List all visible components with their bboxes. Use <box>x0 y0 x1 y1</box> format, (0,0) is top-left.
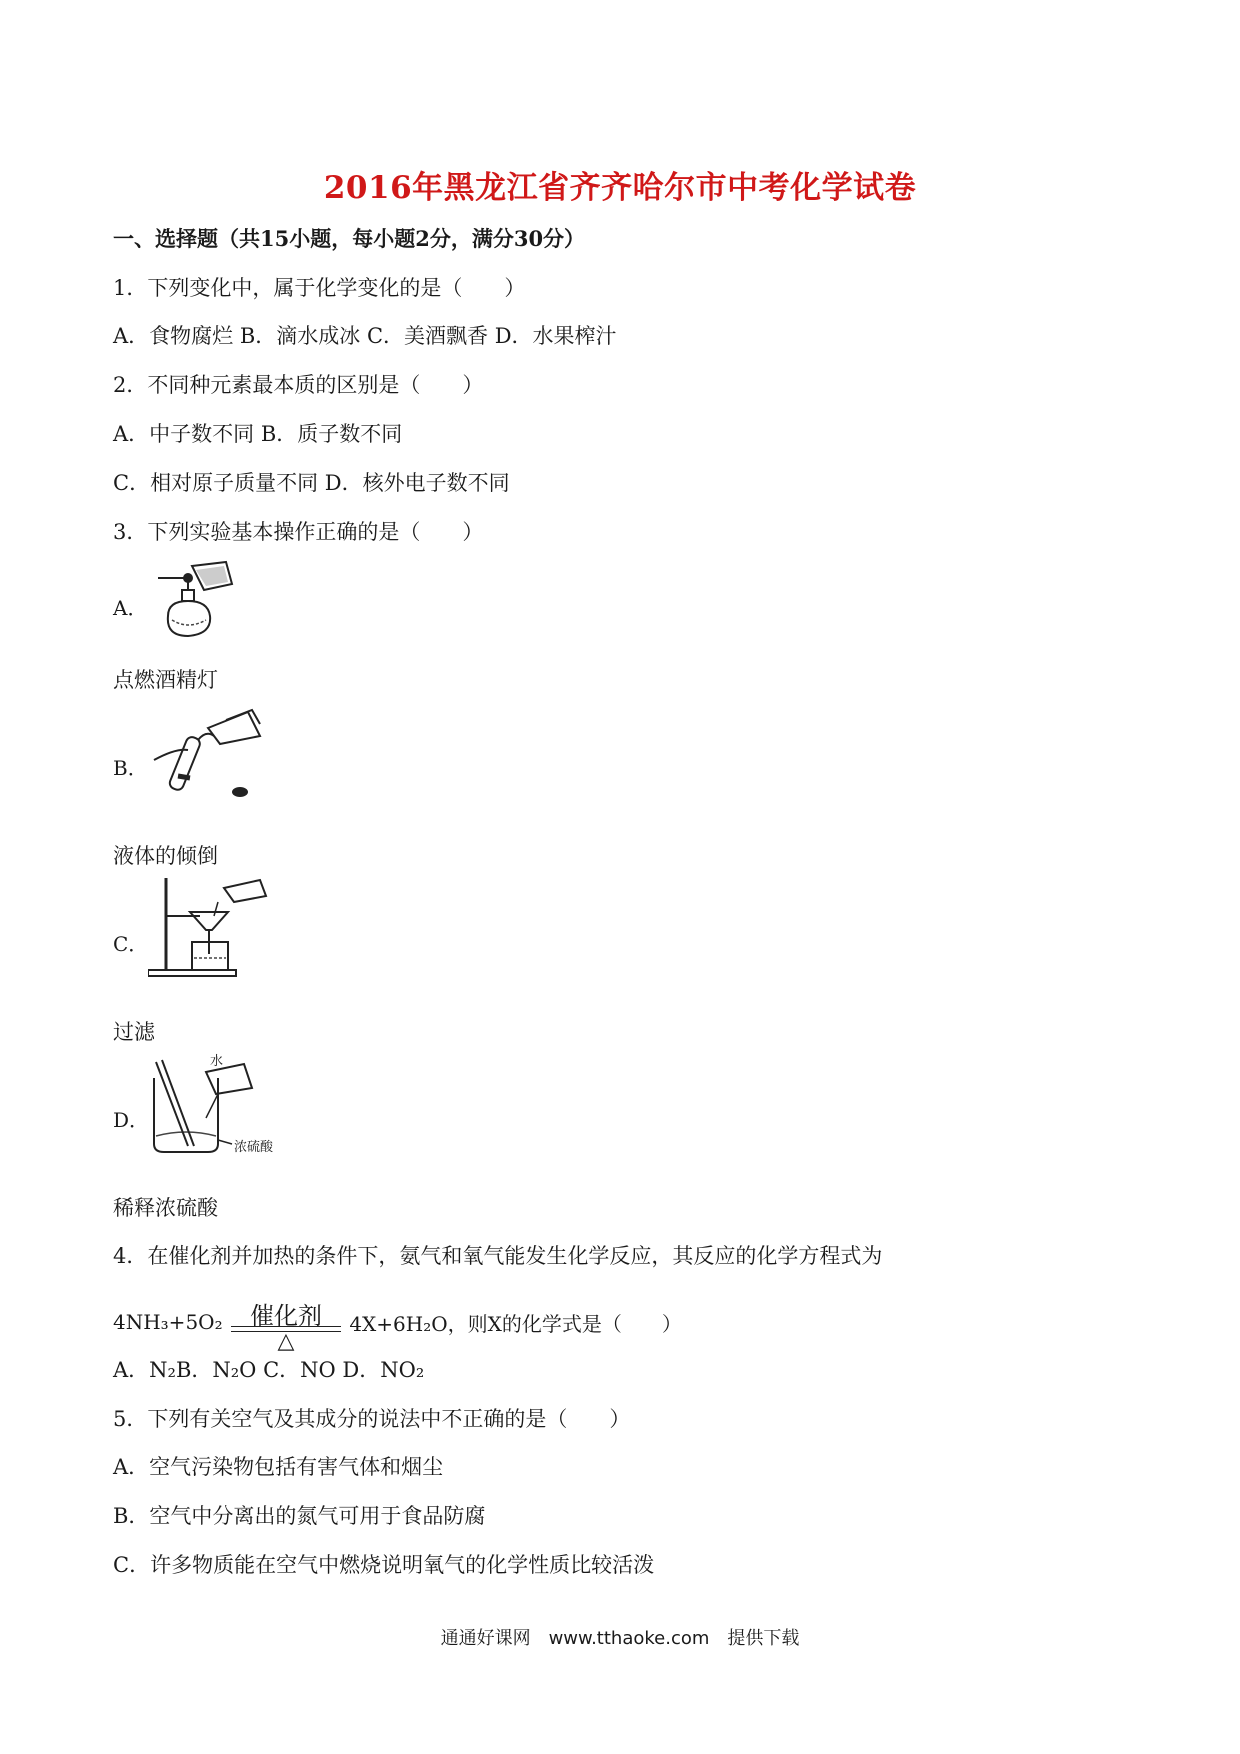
q4-eq-left: 4NH₃+5O₂ <box>113 1310 223 1334</box>
q2-stem: 2．不同种元素最本质的区别是（ ） <box>113 373 484 397</box>
water-label: 水 <box>210 1054 224 1069</box>
q4-equation <box>113 1296 682 1354</box>
q3-option-b-caption: 液体的倾倒 <box>113 844 218 868</box>
q5-option-b: B．空气中分离出的氮气可用于食品防腐 <box>113 1504 486 1528</box>
q3-option-c-caption: 过滤 <box>113 1020 155 1044</box>
q4-options: A．N₂B．N₂O C．NO D．NO₂ <box>113 1358 425 1382</box>
q4-stem: 4．在催化剂并加热的条件下，氨气和氧气能发生化学反应，其反应的化学方程式为 <box>113 1244 883 1268</box>
q2-options-line1: A．中子数不同 B．质子数不同 <box>113 422 403 446</box>
q2-options-line2: C．相对原子质量不同 D．核外电子数不同 <box>113 471 510 495</box>
filtration-figure <box>148 872 273 982</box>
footer-text: 通通好课网 www.tthaoke.com 提供下载 <box>440 1628 800 1649</box>
q3-option-c-label: C． <box>113 932 149 956</box>
q1-options: A．食物腐烂 B．滴水成冰 C．美酒飘香 D．水果榨汁 <box>113 324 617 348</box>
q5-option-a: A．空气污染物包括有害气体和烟尘 <box>113 1455 444 1479</box>
alcohol-lamp-figure <box>148 556 238 646</box>
q1-stem: 1．下列变化中，属于化学变化的是（ ） <box>113 276 526 300</box>
q4-eq-right: 4X+6H₂O，则X的化学式是（ ） <box>349 1311 682 1336</box>
q5-stem: 5．下列有关空气及其成分的说法中不正确的是（ ） <box>113 1407 631 1431</box>
q3-option-a-caption: 点燃酒精灯 <box>113 668 218 692</box>
q3-option-b-label: B． <box>113 756 148 780</box>
reaction-condition <box>231 1296 341 1354</box>
q3-option-d-caption: 稀释浓硫酸 <box>113 1196 218 1220</box>
liquid-pouring-figure <box>148 700 273 805</box>
heat-symbol: △ <box>277 1329 295 1354</box>
sulfuric-acid-label: 浓硫酸 <box>234 1140 274 1155</box>
q3-option-a-label: A． <box>113 596 148 620</box>
section-heading: 一、选择题（共15小题，每小题2分，满分30分） <box>113 226 586 251</box>
page-title: 2016年黑龙江省齐齐哈尔市中考化学试卷 <box>323 170 917 206</box>
q3-stem: 3．下列实验基本操作正确的是（ ） <box>113 520 484 544</box>
catalyst-label: 催化剂 <box>249 1302 322 1330</box>
q3-option-d-label: D． <box>113 1108 150 1132</box>
q5-option-c: C．许多物质能在空气中燃烧说明氧气的化学性质比较活泼 <box>113 1553 655 1577</box>
